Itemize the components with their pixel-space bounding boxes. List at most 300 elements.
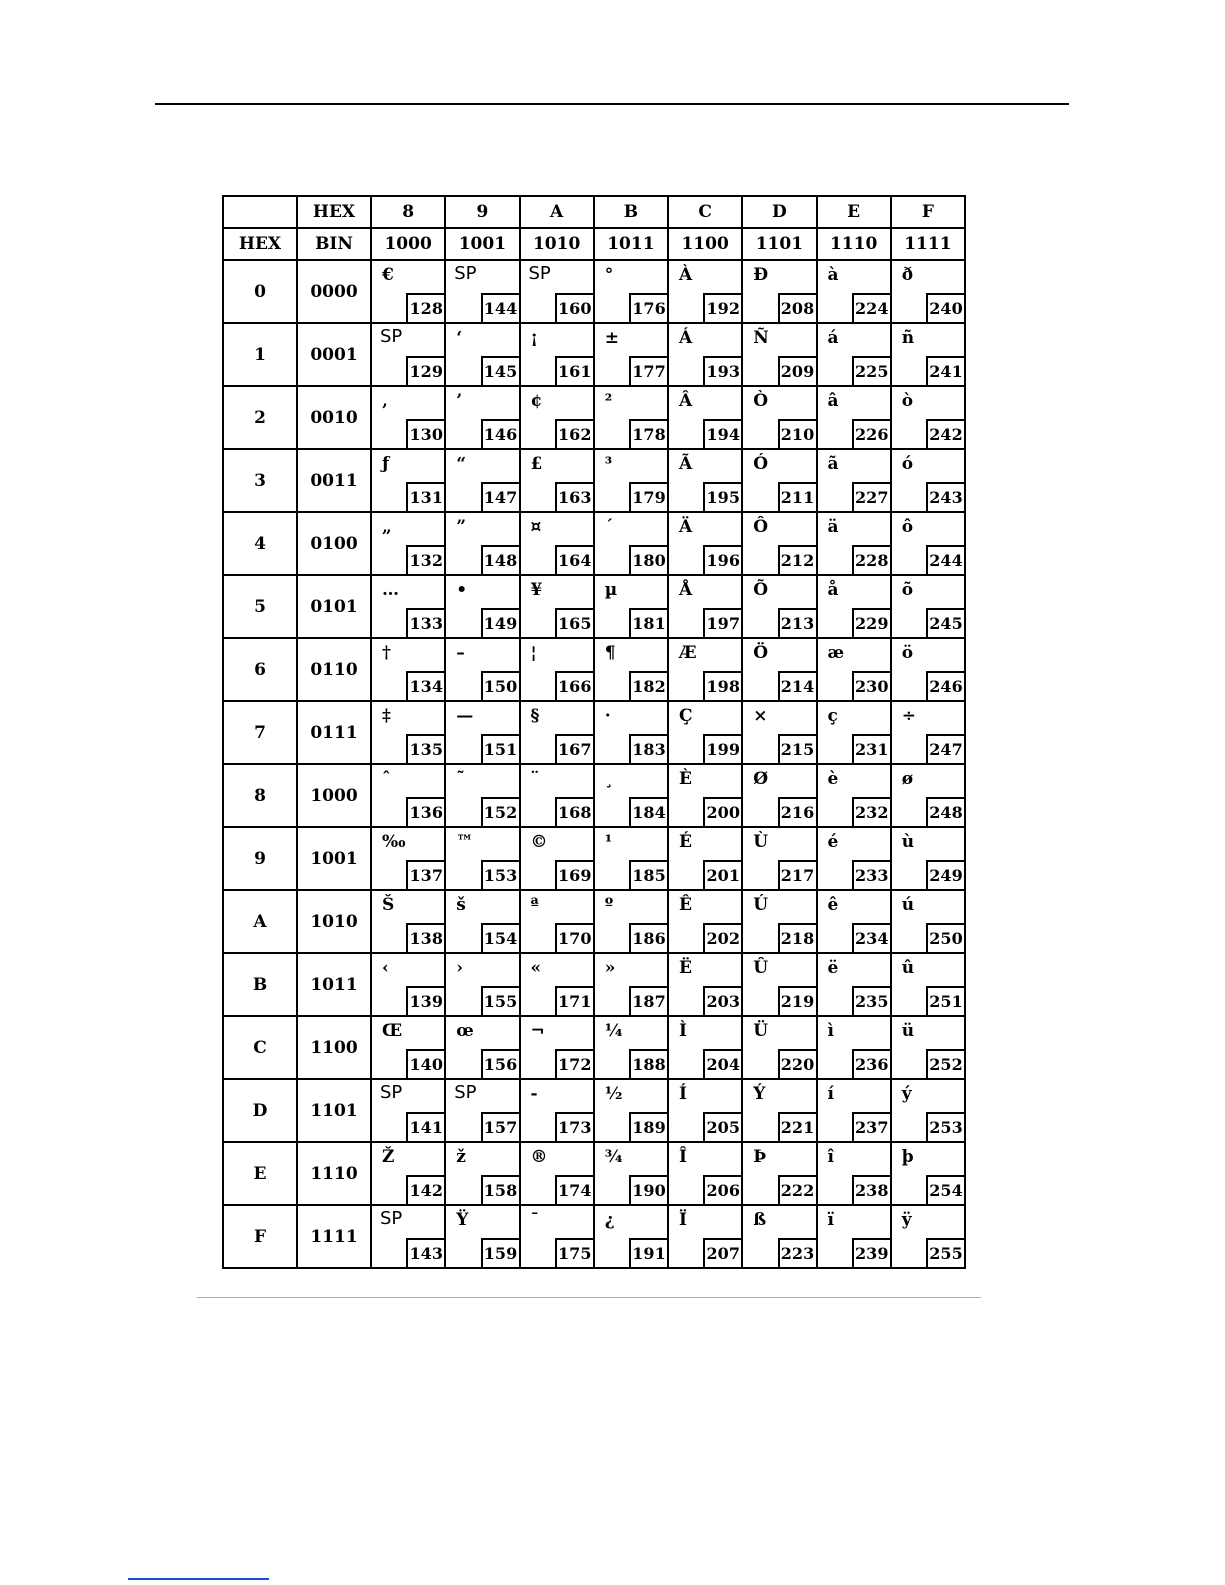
char-glyph: ¢ <box>530 391 543 411</box>
decimal-code: 157 <box>481 1112 519 1141</box>
char-cell <box>668 1016 742 1079</box>
char-cell <box>891 260 965 323</box>
column-bin-header: 1101 <box>742 228 816 260</box>
char-glyph: ü <box>901 1021 915 1041</box>
decimal-code: 135 <box>406 734 444 763</box>
char-glyph: Í <box>679 1084 687 1104</box>
decimal-code: 172 <box>555 1049 593 1078</box>
row-hex-label: 5 <box>223 575 297 638</box>
decimal-code: 134 <box>406 671 444 700</box>
decimal-code: 132 <box>406 545 444 574</box>
table-row <box>223 449 965 512</box>
decimal-code: 183 <box>629 734 667 763</box>
char-glyph: ¶ <box>604 643 616 663</box>
row-bin-label: 1001 <box>297 827 371 890</box>
char-cell <box>891 1205 965 1268</box>
decimal-code: 222 <box>778 1175 816 1204</box>
char-glyph: Š <box>382 895 395 915</box>
char-cell <box>594 827 668 890</box>
decimal-code: 167 <box>555 734 593 763</box>
column-hex-header: F <box>891 196 965 228</box>
char-glyph: ¦ <box>530 643 537 663</box>
char-glyph: Ž <box>382 1147 395 1167</box>
column-bin-header: 1110 <box>817 228 891 260</box>
decimal-code: 214 <box>778 671 816 700</box>
char-glyph: ë <box>827 958 839 978</box>
char-cell <box>445 764 519 827</box>
char-glyph: Ò <box>753 391 769 411</box>
char-cell <box>891 764 965 827</box>
char-glyph: SP <box>380 1082 403 1103</box>
char-cell <box>371 260 445 323</box>
decimal-code: 213 <box>778 608 816 637</box>
char-glyph: Ú <box>753 895 769 915</box>
char-cell <box>371 1205 445 1268</box>
decimal-code: 179 <box>629 482 667 511</box>
decimal-code: 233 <box>852 860 890 889</box>
char-glyph: ¨ <box>530 769 539 789</box>
decimal-code: 235 <box>852 986 890 1015</box>
char-cell <box>371 827 445 890</box>
char-glyph: © <box>530 832 548 852</box>
char-cell <box>742 827 816 890</box>
decimal-code: 219 <box>778 986 816 1015</box>
table-row <box>223 512 965 575</box>
char-cell <box>594 1205 668 1268</box>
hex-header-label: HEX <box>297 196 371 228</box>
char-glyph: ‚ <box>382 391 388 411</box>
row-hex-label: 7 <box>223 701 297 764</box>
decimal-code: 231 <box>852 734 890 763</box>
decimal-code: 195 <box>703 482 741 511</box>
char-glyph: È <box>679 769 692 789</box>
char-glyph: SP <box>454 1082 477 1103</box>
decimal-code: 180 <box>629 545 667 574</box>
column-bin-header: 1011 <box>594 228 668 260</box>
char-glyph: ´ <box>604 517 614 537</box>
char-cell <box>742 890 816 953</box>
column-hex-header: E <box>817 196 891 228</box>
char-glyph: ê <box>827 895 839 915</box>
decimal-code: 218 <box>778 923 816 952</box>
char-cell <box>668 386 742 449</box>
decimal-code: 136 <box>406 797 444 826</box>
char-cell <box>742 1142 816 1205</box>
char-cell <box>668 1205 742 1268</box>
decimal-code: 234 <box>852 923 890 952</box>
char-cell <box>817 1205 891 1268</box>
row-hex-label: 6 <box>223 638 297 701</box>
char-glyph: » <box>604 958 616 978</box>
decimal-code: 170 <box>555 923 593 952</box>
char-cell <box>371 1142 445 1205</box>
table-row <box>223 1142 965 1205</box>
column-hex-header: B <box>594 196 668 228</box>
decimal-code: 166 <box>555 671 593 700</box>
char-glyph: ¿ <box>604 1210 615 1230</box>
row-hex-label: E <box>223 1142 297 1205</box>
char-glyph: ‰ <box>382 832 406 852</box>
char-glyph: ø <box>901 769 914 789</box>
char-glyph: ô <box>901 517 914 537</box>
decimal-code: 223 <box>778 1238 816 1267</box>
char-glyph: ö <box>901 643 914 663</box>
char-glyph: – <box>456 643 465 663</box>
decimal-code: 158 <box>481 1175 519 1204</box>
char-cell <box>891 1079 965 1142</box>
char-glyph: â <box>827 391 839 411</box>
char-cell <box>891 449 965 512</box>
decimal-code: 227 <box>852 482 890 511</box>
decimal-code: 204 <box>703 1049 741 1078</box>
char-cell <box>371 638 445 701</box>
decimal-code: 237 <box>852 1112 890 1141</box>
char-cell <box>668 260 742 323</box>
footer-link-underline[interactable] <box>128 1578 269 1580</box>
char-cell <box>594 323 668 386</box>
row-hex-label: 3 <box>223 449 297 512</box>
table-row <box>223 890 965 953</box>
decimal-code: 236 <box>852 1049 890 1078</box>
row-bin-label: 0100 <box>297 512 371 575</box>
row-hex-label: 8 <box>223 764 297 827</box>
char-glyph: § <box>530 706 540 726</box>
char-glyph: À <box>679 265 693 285</box>
char-glyph: † <box>382 643 391 663</box>
table-row <box>223 386 965 449</box>
char-cell <box>594 575 668 638</box>
char-glyph: … <box>382 580 399 600</box>
char-cell <box>520 638 594 701</box>
decimal-code: 151 <box>481 734 519 763</box>
char-glyph: ù <box>901 832 915 852</box>
char-glyph: Ø <box>753 769 769 789</box>
decimal-code: 247 <box>926 734 964 763</box>
char-cell <box>445 953 519 1016</box>
char-cell <box>445 323 519 386</box>
char-glyph: Ê <box>679 895 692 915</box>
char-cell <box>594 764 668 827</box>
char-glyph: Ý <box>753 1084 766 1104</box>
row-bin-label: 0000 <box>297 260 371 323</box>
column-hex-header: 8 <box>371 196 445 228</box>
char-cell <box>594 1016 668 1079</box>
char-glyph: ã <box>827 454 839 474</box>
char-cell <box>445 386 519 449</box>
decimal-code: 249 <box>926 860 964 889</box>
char-glyph: á <box>827 328 839 348</box>
char-glyph: ˆ <box>382 769 391 789</box>
char-cell <box>891 827 965 890</box>
char-cell <box>594 953 668 1016</box>
char-glyph: ú <box>901 895 915 915</box>
decimal-code: 217 <box>778 860 816 889</box>
char-glyph: ð <box>901 265 914 285</box>
decimal-code: 202 <box>703 923 741 952</box>
decimal-code: 238 <box>852 1175 890 1204</box>
header-row-bin <box>223 228 965 260</box>
char-glyph: ’ <box>456 391 463 411</box>
row-hex-label: F <box>223 1205 297 1268</box>
decimal-code: 248 <box>926 797 964 826</box>
decimal-code: 189 <box>629 1112 667 1141</box>
char-glyph: SP <box>528 263 551 284</box>
char-cell <box>520 1205 594 1268</box>
char-glyph: ™ <box>456 832 474 852</box>
decimal-code: 162 <box>555 419 593 448</box>
char-cell <box>742 323 816 386</box>
decimal-code: 133 <box>406 608 444 637</box>
decimal-code: 253 <box>926 1112 964 1141</box>
decimal-code: 174 <box>555 1175 593 1204</box>
decimal-code: 155 <box>481 986 519 1015</box>
char-glyph: ¾ <box>604 1147 623 1167</box>
top-rule <box>155 103 1069 105</box>
char-glyph: Ü <box>753 1021 769 1041</box>
char-cell <box>371 953 445 1016</box>
column-bin-header: 1100 <box>668 228 742 260</box>
char-glyph: Û <box>753 958 769 978</box>
char-cell <box>817 260 891 323</box>
row-hex-label: C <box>223 1016 297 1079</box>
char-cell <box>742 1079 816 1142</box>
table-row <box>223 701 965 764</box>
decimal-code: 144 <box>481 293 519 322</box>
char-glyph: Â <box>679 391 693 411</box>
char-glyph: • <box>456 580 468 600</box>
decimal-code: 229 <box>852 608 890 637</box>
decimal-code: 168 <box>555 797 593 826</box>
decimal-code: 224 <box>852 293 890 322</box>
row-bin-label: 1110 <box>297 1142 371 1205</box>
char-glyph: Ã <box>679 454 693 474</box>
char-cell <box>668 449 742 512</box>
decimal-code: 226 <box>852 419 890 448</box>
char-cell <box>445 890 519 953</box>
char-cell <box>445 701 519 764</box>
decimal-code: 148 <box>481 545 519 574</box>
char-glyph: ñ <box>901 328 915 348</box>
char-glyph: ì <box>827 1021 834 1041</box>
char-glyph: Æ <box>679 643 697 663</box>
decimal-code: 239 <box>852 1238 890 1267</box>
char-cell <box>520 512 594 575</box>
column-bin-header: 1111 <box>891 228 965 260</box>
char-cell <box>520 449 594 512</box>
char-cell <box>445 1016 519 1079</box>
decimal-code: 254 <box>926 1175 964 1204</box>
char-cell <box>742 1016 816 1079</box>
char-cell <box>520 1142 594 1205</box>
char-cell <box>817 764 891 827</box>
char-glyph: × <box>753 706 768 726</box>
char-glyph: š <box>456 895 466 915</box>
char-cell <box>891 701 965 764</box>
char-cell <box>817 1142 891 1205</box>
decimal-code: 243 <box>926 482 964 511</box>
char-cell <box>817 953 891 1016</box>
char-glyph: à <box>827 265 839 285</box>
bottom-rule <box>197 1297 981 1298</box>
char-glyph: É <box>679 832 692 852</box>
table-row <box>223 260 965 323</box>
char-cell <box>891 1016 965 1079</box>
decimal-code: 141 <box>406 1112 444 1141</box>
char-cell <box>668 512 742 575</box>
table-row <box>223 575 965 638</box>
char-cell <box>445 1142 519 1205</box>
char-cell <box>445 1205 519 1268</box>
char-glyph: ½ <box>604 1084 623 1104</box>
decimal-code: 154 <box>481 923 519 952</box>
char-cell <box>668 953 742 1016</box>
char-cell <box>371 701 445 764</box>
char-cell <box>891 386 965 449</box>
char-glyph: « <box>530 958 542 978</box>
char-cell <box>371 890 445 953</box>
decimal-code: 196 <box>703 545 741 574</box>
column-bin-header: 1000 <box>371 228 445 260</box>
char-glyph: ¯ <box>530 1210 539 1230</box>
char-cell <box>445 512 519 575</box>
row-hex-label: A <box>223 890 297 953</box>
char-glyph: — <box>456 706 474 726</box>
char-glyph: õ <box>901 580 914 600</box>
decimal-code: 131 <box>406 482 444 511</box>
decimal-code: 153 <box>481 860 519 889</box>
decimal-code: 241 <box>926 356 964 385</box>
char-glyph: Õ <box>753 580 769 600</box>
row-hex-label: 1 <box>223 323 297 386</box>
char-glyph: ÷ <box>901 706 916 726</box>
char-cell <box>742 701 816 764</box>
decimal-code: 215 <box>778 734 816 763</box>
char-cell <box>520 1079 594 1142</box>
char-cell <box>817 323 891 386</box>
char-cell <box>891 890 965 953</box>
char-glyph: Ö <box>753 643 769 663</box>
char-cell <box>594 890 668 953</box>
decimal-code: 185 <box>629 860 667 889</box>
char-glyph: ¹ <box>604 832 613 852</box>
char-glyph: Œ <box>382 1021 403 1041</box>
decimal-code: 201 <box>703 860 741 889</box>
table-row <box>223 953 965 1016</box>
char-cell <box>594 1079 668 1142</box>
char-cell <box>445 1079 519 1142</box>
decimal-code: 216 <box>778 797 816 826</box>
char-cell <box>817 1016 891 1079</box>
decimal-code: 252 <box>926 1049 964 1078</box>
char-cell <box>520 260 594 323</box>
char-glyph: £ <box>530 454 543 474</box>
decimal-code: 156 <box>481 1049 519 1078</box>
char-cell <box>594 386 668 449</box>
decimal-code: 178 <box>629 419 667 448</box>
table-row <box>223 1016 965 1079</box>
decimal-code: 181 <box>629 608 667 637</box>
row-bin-label: 1111 <box>297 1205 371 1268</box>
decimal-code: 164 <box>555 545 593 574</box>
char-glyph: î <box>827 1147 834 1167</box>
char-cell <box>891 638 965 701</box>
decimal-code: 209 <box>778 356 816 385</box>
row-bin-label: 0110 <box>297 638 371 701</box>
char-cell <box>668 575 742 638</box>
char-glyph: Á <box>679 328 693 348</box>
char-glyph: ¼ <box>604 1021 623 1041</box>
char-glyph: æ <box>827 643 845 663</box>
decimal-code: 177 <box>629 356 667 385</box>
row-bin-label: 1011 <box>297 953 371 1016</box>
table-row <box>223 323 965 386</box>
char-cell <box>817 386 891 449</box>
decimal-code: 169 <box>555 860 593 889</box>
char-cell <box>594 512 668 575</box>
row-hex-label: 2 <box>223 386 297 449</box>
char-cell <box>817 827 891 890</box>
decimal-code: 232 <box>852 797 890 826</box>
row-bin-label: 0001 <box>297 323 371 386</box>
row-hex-label: B <box>223 953 297 1016</box>
char-glyph: Ï <box>679 1210 687 1230</box>
decimal-code: 211 <box>778 482 816 511</box>
char-cell <box>742 449 816 512</box>
decimal-code: 242 <box>926 419 964 448</box>
decimal-code: 142 <box>406 1175 444 1204</box>
char-cell <box>891 512 965 575</box>
char-cell <box>891 1142 965 1205</box>
char-glyph: - <box>530 1084 538 1104</box>
decimal-code: 244 <box>926 545 964 574</box>
char-cell <box>742 638 816 701</box>
corner-cell <box>223 196 297 228</box>
char-cell <box>520 827 594 890</box>
char-cell <box>891 323 965 386</box>
decimal-code: 187 <box>629 986 667 1015</box>
table-row <box>223 827 965 890</box>
decimal-code: 220 <box>778 1049 816 1078</box>
row-bin-label: 1100 <box>297 1016 371 1079</box>
char-cell <box>817 701 891 764</box>
char-cell <box>742 575 816 638</box>
char-cell <box>668 1142 742 1205</box>
char-cell <box>742 512 816 575</box>
char-cell <box>520 323 594 386</box>
char-glyph: œ <box>456 1021 474 1041</box>
char-glyph: SP <box>380 1208 403 1229</box>
char-glyph: Ñ <box>753 328 769 348</box>
char-cell <box>445 638 519 701</box>
decimal-code: 128 <box>406 293 444 322</box>
char-glyph: · <box>604 706 611 726</box>
char-glyph: ƒ <box>382 454 390 474</box>
char-glyph: „ <box>382 517 392 537</box>
decimal-code: 200 <box>703 797 741 826</box>
char-glyph: ” <box>456 517 467 537</box>
char-glyph: SP <box>454 263 477 284</box>
char-cell <box>371 386 445 449</box>
row-bin-label: 0011 <box>297 449 371 512</box>
decimal-code: 130 <box>406 419 444 448</box>
decimal-code: 199 <box>703 734 741 763</box>
decimal-code: 251 <box>926 986 964 1015</box>
table-row <box>223 764 965 827</box>
char-cell <box>668 638 742 701</box>
decimal-code: 138 <box>406 923 444 952</box>
decimal-code: 159 <box>481 1238 519 1267</box>
table-row <box>223 1079 965 1142</box>
